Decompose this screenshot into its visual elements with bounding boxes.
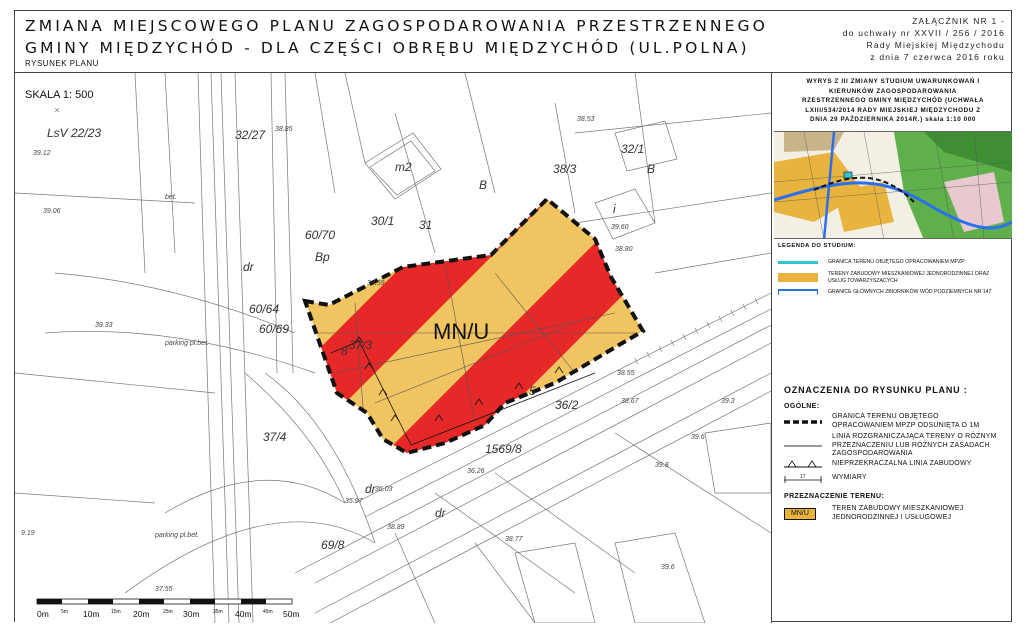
legend-item-dimensions — [784, 473, 867, 483]
cyan-line-icon — [778, 261, 818, 264]
legend-item-text: NIEPRZEKRACZALNA LINIA ZABUDOWY — [832, 459, 972, 467]
scale-bar-sublabel: 45m — [263, 609, 273, 615]
elevation-label: 35.97 — [345, 498, 363, 505]
parcel-label: dr — [365, 482, 376, 496]
dimension-icon — [784, 473, 822, 483]
parcel-label: 32/1 — [621, 142, 645, 156]
scale-bar-sublabel: 25m — [163, 609, 173, 615]
scale-bar-sublabel: 35m — [213, 609, 223, 615]
scale-bar-sublabel: 15m — [111, 609, 121, 615]
elevation-label: 39.6 — [691, 434, 705, 441]
dashed-boundary-icon — [784, 418, 822, 426]
plan-sheet — [14, 10, 1012, 622]
plan-map — [15, 73, 771, 623]
elevation-label: 38.53 — [577, 116, 595, 123]
attachment-line: Rady Miejskiej Międzychodu — [866, 40, 1005, 50]
thin-line-icon — [784, 442, 822, 450]
elevation-label: 39.3 — [721, 398, 735, 405]
scale-bar-sublabel: 5m — [61, 609, 68, 615]
map-scale: SKALA 1: 500 — [25, 89, 94, 101]
plan-title-line2: GMINY MIĘDZYCHÓD - DLA CZĘŚCI OBRĘBU MIĘDZYCHÓD (UL.POLNA) — [25, 39, 750, 57]
blue-boundary-icon — [778, 289, 818, 295]
legend-item-text: TEREN ZABUDOWY MIESZKANIOWEJ JEDNORODZINNEJ I USŁUGOWEJ — [832, 505, 964, 521]
study-title-line: DNIA 29 PAŹDZIERNIKA 2014R.) skala 1:10 000 — [810, 116, 976, 123]
elevation-label: 39.8 — [655, 462, 669, 469]
study-title-line: WYRYS Z III ZMIANY STUDIUM UWARUNKOWAŃ I — [806, 78, 980, 85]
parcel-label: 5 — [529, 384, 536, 398]
scale-bar-label: 20m — [133, 609, 150, 619]
study-legend-text: GRANICA TERENU OBJĘTEGO OPRACOWANIEM MPZP — [828, 259, 965, 265]
parcel-label: 37/3 — [349, 338, 373, 352]
elevation-label: 39.59 — [367, 280, 385, 287]
attachment-line: do uchwały nr XXVII / 256 / 2016 — [842, 28, 1005, 38]
elevation-label: bet. — [165, 194, 177, 201]
parcel-label: 1569/8 — [485, 442, 522, 456]
elevation-label: 38.77 — [505, 536, 523, 543]
attachment-line: z dnia 7 czerwca 2016 roku — [870, 52, 1005, 62]
orange-area-icon — [778, 273, 818, 282]
elevation-label: 9.19 — [21, 530, 35, 537]
parcel-label: dr — [243, 260, 254, 274]
parcel-label: dr — [435, 506, 446, 520]
parcel-label: 8 — [341, 344, 348, 358]
study-legend-item — [778, 259, 1008, 266]
legend-item-boundary — [784, 413, 982, 430]
legend-item-building-line — [784, 459, 972, 469]
parcel-label: 22/23 — [71, 126, 102, 140]
study-excerpt-title — [776, 77, 1010, 125]
parcel-label: 32/27 — [235, 128, 266, 142]
plan-subtitle: RYSUNEK PLANU — [25, 59, 99, 68]
legend-item-text: LINIA ROZGRANICZAJĄCA TERENY O RÓŻNYM PRZEZNACZENIU LUB RÓŻNYCH ZASADACH ZAGOSPODAROWANIA — [832, 433, 997, 457]
parcel-label: 30/1 — [371, 214, 395, 228]
elevation-label: 36.26 — [467, 468, 485, 475]
parcel-label: 36/2 — [555, 398, 579, 412]
parcel-label: m2 — [395, 160, 412, 174]
parcel-label: B — [647, 162, 656, 176]
legend-item-text: WYMIARY — [832, 473, 867, 481]
parcel-label: LsV — [47, 126, 68, 140]
elevation-label: 39.60 — [611, 224, 629, 231]
scale-bar — [23, 597, 313, 621]
purpose-section-title: PRZEZNACZENIE TERENU: — [784, 493, 885, 500]
study-legend-item — [778, 289, 1008, 296]
attachment-note — [805, 15, 1005, 63]
elevation-label: 36.03 — [375, 486, 393, 493]
scale-bar-label: 10m — [83, 609, 100, 619]
parcel-label: 31 — [419, 218, 433, 232]
scale-bar-label: 40m — [235, 609, 252, 619]
parcel-label: 69/8 — [321, 538, 345, 552]
parcel-label: 60/70 — [305, 228, 336, 242]
scale-bar-label: 30m — [183, 609, 200, 619]
study-title-line: RZESTRZENNEGO GMINY MIĘDZYCHÓD (UCHWAŁA — [801, 97, 985, 104]
cadastral-map — [15, 73, 771, 623]
legend-item-mnu — [784, 505, 992, 522]
elevation-label: 38.85 — [275, 126, 293, 133]
parcel-label: 37/4 — [263, 430, 287, 444]
elevation-label: 39.12 — [33, 150, 51, 157]
study-legend-title: LEGENDA DO STUDIUM: — [778, 243, 856, 249]
legend-item-text: GRANICA TERENU OBJĘTEGO OPRACOWANIEM MPZP ODSUNIĘTA O 1M — [832, 413, 980, 429]
elevation-label: 38.89 — [387, 524, 405, 531]
study-map-graphic — [774, 132, 1012, 239]
study-title-line: LXIII/534/2014 RADY MIEJSKIEJ MIĘDZYCHODU Z — [805, 106, 981, 114]
elevation-label: 37.55 — [155, 586, 173, 593]
building-line-icon — [784, 459, 822, 469]
elevation-label: 38.55 — [617, 370, 635, 377]
study-legend-text: TERENY ZABUDOWY MIESZKANIOWEJ JEDNORODZINNEJ ORAZ USŁUG TOWARZYSZĄCYCH — [828, 271, 990, 284]
plan-title-line1: ZMIANA MIEJSCOWEGO PLANU ZAGOSPODAROWANIA PRZESTRZENNEGO — [25, 17, 768, 35]
elevation-label: parking pl.bet. — [155, 532, 199, 539]
legend-panel — [771, 73, 1013, 623]
elevation-label: parking pl.bet. — [165, 340, 209, 347]
mnu-symbol: MN/U — [784, 508, 816, 520]
study-excerpt-map — [774, 131, 1012, 239]
study-legend-text: GRANICE GŁÓWNYCH ZBIORNIKÓW WÓD PODZIEMNYCH NR 147 — [828, 289, 992, 295]
parcel-label: 60/64 — [249, 302, 280, 316]
scale-bar-label: 50m — [283, 609, 300, 619]
general-section-title: OGÓLNE: — [784, 403, 820, 410]
parcel-label: 60/69 — [259, 322, 290, 336]
attachment-line: ZAŁĄCZNIK NR 1 - — [912, 16, 1005, 26]
parcel-label: i — [613, 202, 616, 216]
scale-bar-graphic — [23, 597, 313, 609]
plan-legend-title: OZNACZENIA DO RYSUNKU PLANU : — [784, 385, 968, 395]
zone-label: MN/U — [433, 319, 490, 344]
elevation-label: 39.06 — [43, 208, 61, 215]
parcel-label: B — [479, 178, 488, 192]
elevation-label: 39.6 — [661, 564, 675, 571]
legend-item-demarcation — [784, 433, 1002, 459]
study-legend-item — [778, 271, 1008, 284]
parcel-label: 38/3 — [553, 162, 577, 176]
scale-bar-label: 0m — [37, 609, 49, 619]
elevation-label: 38.67 — [621, 398, 639, 405]
dimension-value: 17 — [800, 474, 806, 480]
elevation-label: 38.80 — [615, 246, 633, 253]
elevation-label: 39.33 — [95, 322, 113, 329]
study-title-line: KIERUNKÓW ZAGOSPODAROWANIA — [829, 87, 957, 95]
sheet-header — [15, 11, 1013, 73]
parcel-label: Bp — [315, 250, 330, 264]
